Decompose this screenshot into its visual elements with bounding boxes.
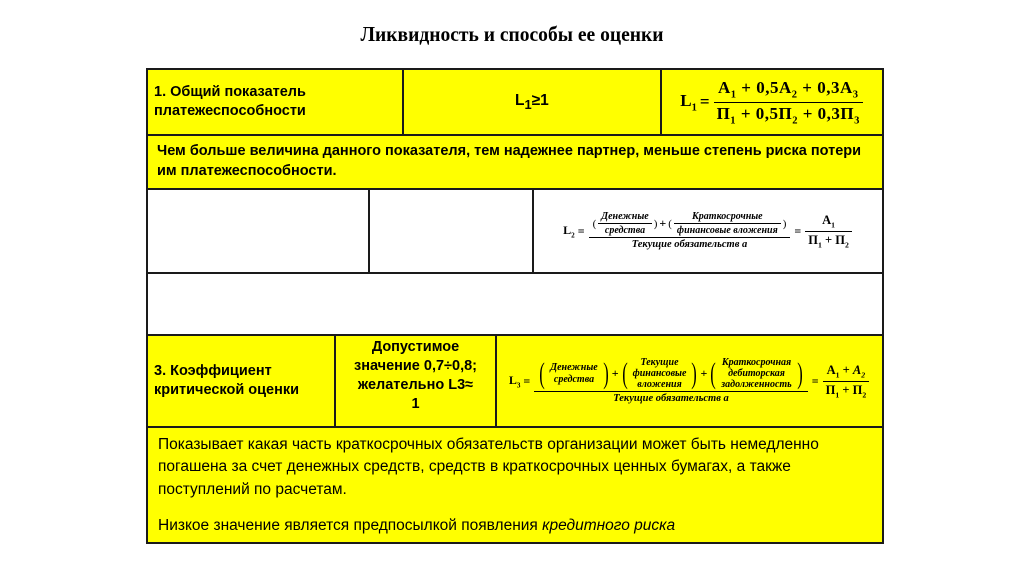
table-row [146, 334, 884, 426]
result-denominator: $П_1 + П_2$ [808, 232, 849, 249]
l3-formula-cell [495, 336, 882, 426]
paren-open-icon: ( [621, 356, 628, 390]
term-line: вложения [637, 379, 682, 391]
fraction [714, 78, 863, 126]
table-row [146, 426, 884, 544]
l3-criterion-cell [334, 336, 495, 426]
plus-sign: + [700, 366, 708, 381]
plus-sign: + [659, 216, 667, 231]
l3-name-cell [148, 336, 334, 426]
fraction-bar [534, 391, 807, 392]
indicator-name-cell [148, 70, 402, 134]
fraction-denominator: Текущие обязательств а [613, 393, 729, 405]
term-line: Текущие [640, 356, 679, 368]
sub-fraction-cash [598, 211, 651, 236]
term-cash [547, 362, 600, 384]
fraction-numerator [589, 211, 791, 236]
fraction-bar [805, 231, 852, 232]
l2-criterion-cell [368, 190, 532, 272]
term-line: Краткосрочные [692, 210, 763, 222]
term-line: Денежные [550, 362, 598, 374]
formula-L2 [563, 211, 853, 251]
description-paragraph-2-italic: кредитного риска [542, 517, 676, 535]
indicator-formula-cell [660, 70, 882, 134]
fraction-bar [674, 223, 781, 224]
fraction-bar [714, 102, 863, 103]
term-line: финансовые вложения [676, 225, 778, 237]
description-paragraph-2-plain: Низкое значение является предпосылкой появления [158, 517, 543, 535]
equals-sign: = [699, 92, 710, 111]
page-title: Ликвидность и способы ее оценки [360, 22, 664, 46]
l3-name-text: 3. Коэффициент критической оценки [154, 363, 300, 398]
l2-formula-cell [532, 190, 882, 272]
paren-close-icon: ) [797, 356, 803, 390]
indicator-criterion-text: $L_1\ge 1$ [515, 91, 549, 113]
fraction-bar [598, 223, 651, 224]
plus-sign: + [611, 366, 619, 381]
term-line: задолженность [721, 379, 792, 391]
paren-open-icon: ( [539, 356, 546, 390]
table-row [146, 134, 884, 188]
note-text: Чем больше величина данного показателя, тем надежнее партнер, меньше степень риска потери им платежеспособности. [157, 143, 862, 179]
description-paragraph-1: Показывает какая часть краткосрочных обязательств организации может быть немедленно погашена за счет денежных средств, средств в краткосрочных ценных бумагах, а также поступлений по расчетам. [158, 436, 819, 498]
sub-fraction-investments [674, 211, 781, 236]
table-row [146, 272, 884, 334]
fraction [534, 357, 807, 405]
formula-L3 [509, 357, 870, 405]
result-fraction [805, 213, 852, 249]
paren-close-icon: ) [691, 356, 698, 390]
result-numerator: $А_1 + А_2$ [826, 363, 866, 380]
term-investments [630, 357, 690, 391]
indicator-name-text: 1. Общий показатель платежеспособности [154, 83, 306, 119]
formula-symbol: $L_3$ [508, 372, 521, 390]
fraction-numerator [534, 357, 807, 391]
result-denominator: $П_1 + П_2$ [825, 382, 867, 399]
fraction-numerator: $А_1 + 0,5А_2 + 0,3А_3$ [717, 78, 859, 101]
equals-sign: = [811, 373, 819, 388]
indicator-criterion-cell [402, 70, 661, 134]
formula-L1 [680, 78, 864, 126]
description-cell [148, 428, 882, 542]
paren-close-icon: ) [602, 356, 609, 390]
term-receivables [718, 357, 794, 391]
term-line: Денежные [601, 210, 649, 222]
description-paragraph-2 [158, 515, 675, 537]
fraction-bar [589, 237, 791, 238]
paren-open-icon: ( [592, 217, 597, 230]
term-line: средства [553, 373, 595, 385]
paren-close-icon: ) [653, 217, 658, 230]
term-line: дебиторская [728, 368, 785, 380]
equals-sign: = [523, 373, 531, 388]
l3-criterion-clipped: 1 [411, 395, 420, 412]
result-fraction [823, 363, 870, 399]
formula-symbol: $L_2$ [563, 222, 575, 240]
fraction-bar [823, 381, 870, 382]
term-line: Краткосрочная [721, 356, 792, 368]
paren-open-icon: ( [710, 356, 717, 390]
result-numerator: $А_1$ [822, 213, 835, 230]
term-line: средства [604, 225, 646, 237]
fraction-denominator: $П_1 + 0,5П_2 + 0,3П_3$ [716, 103, 860, 126]
l3-criterion-text: Допустимое значение 0,7÷0,8; желательно L3≈ 1 [353, 339, 478, 412]
formula-symbol: $L_1$ [680, 90, 697, 114]
liquidity-table [146, 68, 884, 544]
blank-cell [148, 274, 882, 334]
term-line: финансовые [632, 368, 687, 380]
note-cell [148, 136, 882, 188]
paren-close-icon: ) [782, 217, 787, 230]
l2-name-cell [148, 190, 368, 272]
equals-sign: = [577, 223, 585, 238]
table-row [146, 188, 884, 272]
fraction [589, 211, 791, 251]
equals-sign: = [794, 223, 802, 238]
table-row [146, 68, 884, 134]
fraction-denominator: Текущие обязательств а [631, 239, 748, 251]
paren-open-icon: ( [668, 217, 672, 230]
